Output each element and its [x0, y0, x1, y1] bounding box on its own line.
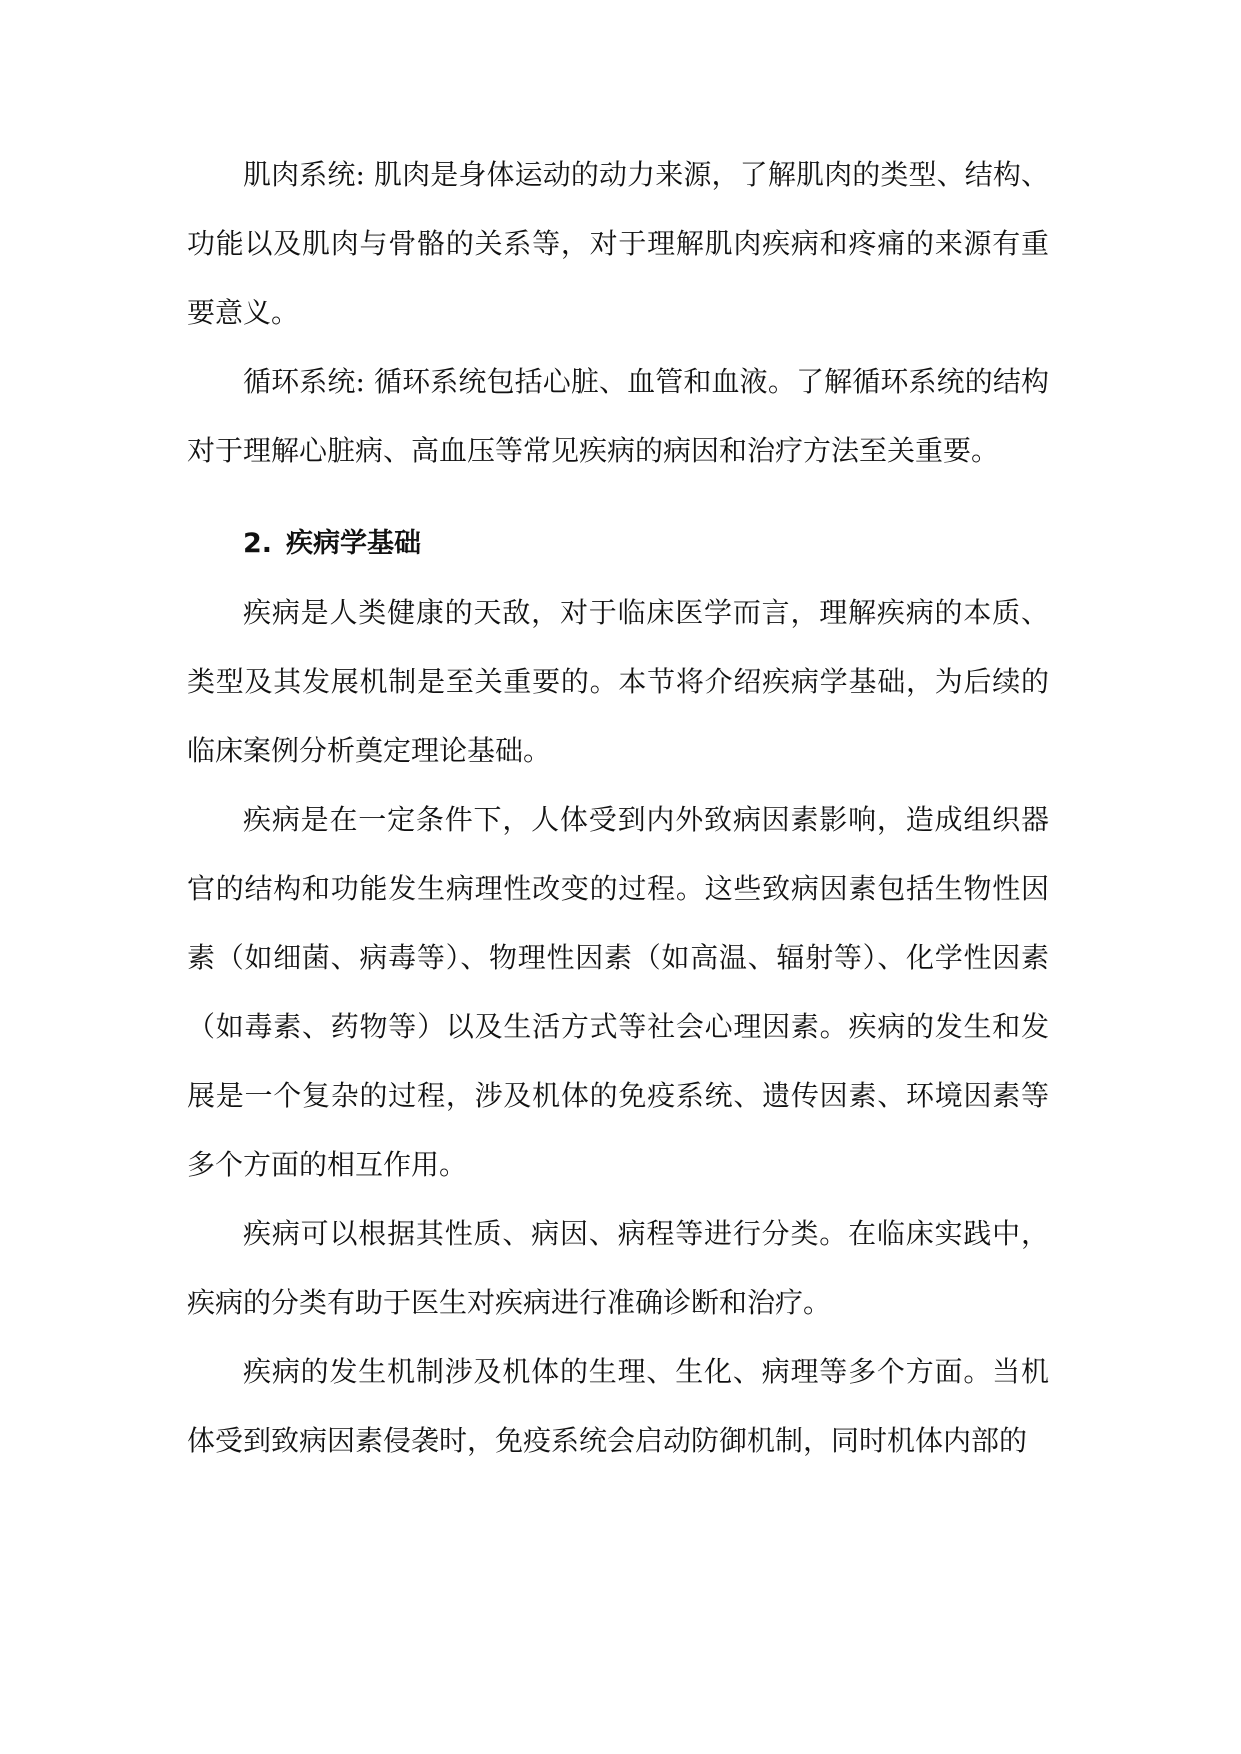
- paragraph-disease-definition: 疾病是在一定条件下，人体受到内外致病因素影响，造成组织器官的结构和功能发生病理性改变的过程。这些致病因素包括生物性因素（如细菌、病毒等）、物理性因素（如高温、辐射等）、化学性因素（如毒素、药物等）以及生活方式等社会心理因素。疾病的发生和发展是一个复杂的过程，涉及机体的免疫系统、遗传因素、环境因素等多个方面的相互作用。: [187, 803, 1049, 1181]
- paragraph-disease-mechanism: 疾病的发生机制涉及机体的生理、生化、病理等多个方面。当机体受到致病因素侵袭时，免疫系统会启动防御机制，同时机体内部的: [187, 1355, 1049, 1457]
- paragraph-disease-intro: 疾病是人类健康的天敌，对于临床医学而言，理解疾病的本质、类型及其发展机制是至关重要的。本节将介绍疾病学基础，为后续的临床案例分析奠定理论基础。: [187, 596, 1049, 767]
- paragraph-circulatory-system: 循环系统: 循环系统包括心脏、血管和血液。了解循环系统的结构对于理解心脏病、高血压等常见疾病的病因和治疗方法至关重要。: [187, 365, 1049, 467]
- paragraph-muscular-system: 肌肉系统: 肌肉是身体运动的动力来源，了解肌肉的类型、结构、功能以及肌肉与骨骼的关系等，对于理解肌肉疾病和疼痛的来源有重要意义。: [187, 158, 1049, 329]
- document-body: [187, 140, 1049, 1475]
- section-heading: [187, 509, 1049, 578]
- section-title: 疾病学基础: [286, 528, 422, 559]
- section-number: 2.: [243, 528, 273, 559]
- paragraph-disease-classification: 疾病可以根据其性质、病因、病程等进行分类。在临床实践中，疾病的分类有助于医生对疾病进行准确诊断和治疗。: [187, 1217, 1049, 1319]
